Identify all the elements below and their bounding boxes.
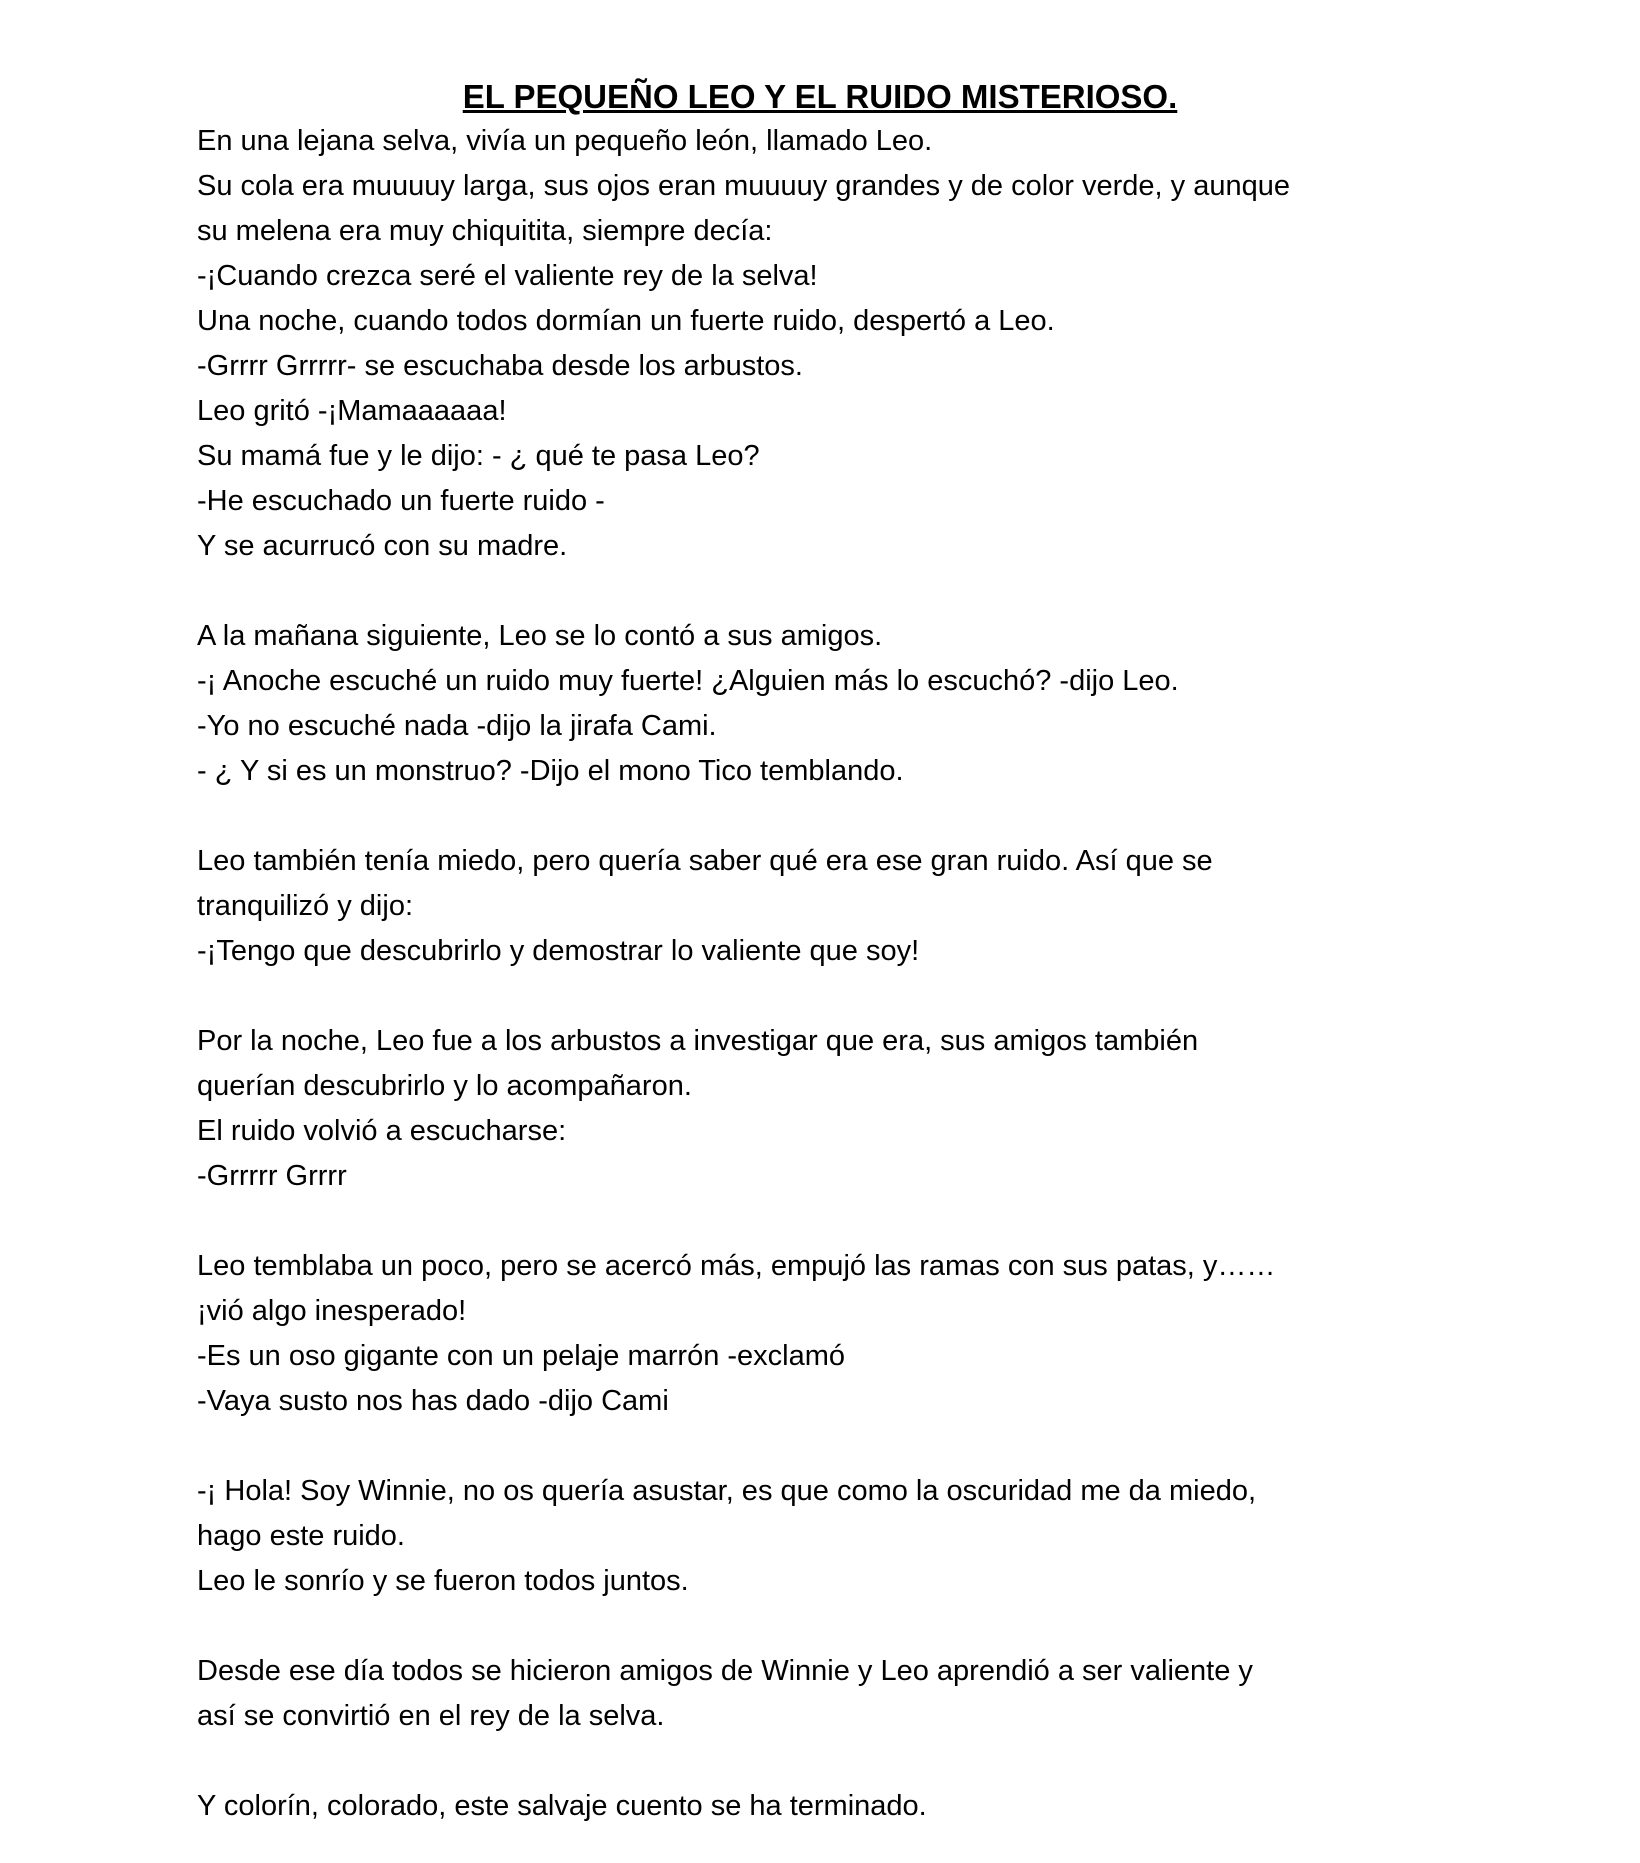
story-line: En una lejana selva, vivía un pequeño león, llamado Leo. [197, 125, 933, 157]
story-line: Leo también tenía miedo, pero quería saber qué era ese gran ruido. Así que se [197, 845, 1213, 877]
story-line: -¡ Anoche escuché un ruido muy fuerte! ¿Alguien más lo escuchó? -dijo Leo. [197, 665, 1179, 697]
story-line: -Yo no escuché nada -dijo la jirafa Cami. [197, 710, 717, 742]
story-line: -Grrrr Grrrrr- se escuchaba desde los arbustos. [197, 350, 803, 382]
story-blank-line [197, 1739, 1443, 1784]
story-line: -¡Tengo que descubrirlo y demostrar lo valiente que soy! [197, 935, 920, 967]
story-blank-line [197, 569, 1443, 614]
story-line: Leo le sonrío y se fueron todos juntos. [197, 1565, 689, 1597]
story-line: -He escuchado un fuerte ruido - [197, 485, 605, 517]
story-line: -¡ Hola! Soy Winnie, no os quería asustar, es que como la oscuridad me da miedo, [197, 1475, 1257, 1507]
story-blank-line [197, 1604, 1443, 1649]
story-blank-line [197, 794, 1443, 839]
story-line: Leo temblaba un poco, pero se acercó más, empujó las ramas con sus patas, y…… [197, 1250, 1276, 1282]
story-line: Y colorín, colorado, este salvaje cuento se ha terminado. [197, 1790, 927, 1822]
document-content [197, 74, 1443, 1829]
story-line: querían descubrirlo y lo acompañaron. [197, 1070, 692, 1102]
story-line: - ¿ Y si es un monstruo? -Dijo el mono Tico temblando. [197, 755, 904, 787]
story-line: El ruido volvió a escucharse: [197, 1115, 567, 1147]
story-line: -Grrrrr Grrrr [197, 1160, 347, 1192]
story-body [197, 119, 1443, 1829]
story-line: A la mañana siguiente, Leo se lo contó a sus amigos. [197, 620, 883, 652]
story-line: -¡Cuando crezca seré el valiente rey de la selva! [197, 260, 818, 292]
story-line: Desde ese día todos se hicieron amigos de Winnie y Leo aprendió a ser valiente y [197, 1655, 1253, 1687]
story-line: Su mamá fue y le dijo: - ¿ qué te pasa Leo? [197, 440, 760, 472]
story-line: -Vaya susto nos has dado -dijo Cami [197, 1385, 669, 1417]
story-line: Leo gritó -¡Mamaaaaaa! [197, 395, 507, 427]
story-line: hago este ruido. [197, 1520, 405, 1552]
story-line: ¡vió algo inesperado! [197, 1295, 467, 1327]
story-blank-line [197, 974, 1443, 1019]
story-line: Su cola era muuuuy larga, sus ojos eran muuuuy grandes y de color verde, y aunque [197, 170, 1290, 202]
story-line: Por la noche, Leo fue a los arbustos a investigar que era, sus amigos también [197, 1025, 1199, 1057]
story-title: EL PEQUEÑO LEO Y EL RUIDO MISTERIOSO. [462, 78, 1178, 115]
story-line: tranquilizó y dijo: [197, 890, 413, 922]
story-line: su melena era muy chiquitita, siempre decía: [197, 215, 773, 247]
story-line: Una noche, cuando todos dormían un fuerte ruido, despertó a Leo. [197, 305, 1055, 337]
story-blank-line [197, 1424, 1443, 1469]
story-blank-line [197, 1199, 1443, 1244]
story-line: así se convirtió en el rey de la selva. [197, 1700, 665, 1732]
story-line: -Es un oso gigante con un pelaje marrón -exclamó [197, 1340, 846, 1372]
story-line: Y se acurrucó con su madre. [197, 530, 568, 562]
